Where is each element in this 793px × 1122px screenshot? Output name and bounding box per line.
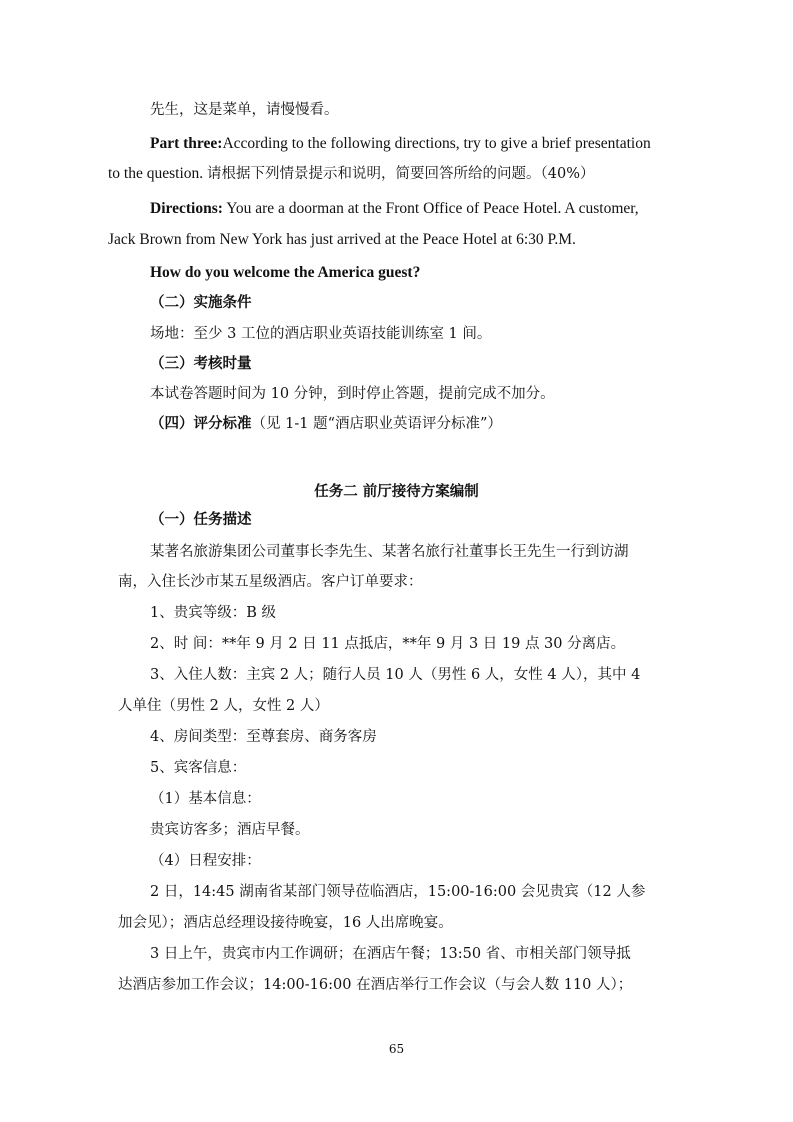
section-line bbox=[150, 414, 502, 434]
sub-heading: （1）基本信息： bbox=[150, 791, 261, 807]
list-item-continuation: 人单住（男性 2 人，女性 2 人） bbox=[118, 698, 329, 714]
paragraph-line: 达酒店参加工作会议；14:00-16:00 在酒店举行工作会议（与会人数 110 人）； bbox=[118, 977, 633, 993]
text-line: 先生，这是菜单，请慢慢看。 bbox=[150, 102, 339, 118]
paragraph-line: 2 日，14:45 湖南省某部门领导莅临酒店，15:00-16:00 会见贵宾（12 人参 bbox=[150, 884, 646, 900]
directions-line bbox=[150, 199, 639, 219]
directions-continuation: Jack Brown from New York has just arrived at the Peace Hotel at 6:30 P.M. bbox=[108, 231, 576, 248]
task-title: 任务二 前厅接待方案编制 bbox=[314, 484, 479, 500]
paragraph-line: 南，入住长沙市某五星级酒店。客户订单要求： bbox=[118, 574, 423, 590]
section-text: 场地：至少 3 工位的酒店职业英语技能训练室 1 间。 bbox=[150, 326, 492, 342]
paragraph-line: 加会见）；酒店总经理设接待晚宴，16 人出席晚宴。 bbox=[118, 915, 453, 931]
part-three-cont-cn: 请根据下列情景提示和说明，简要回答所给的问题。（40%） bbox=[207, 166, 595, 182]
list-item: 5、宾客信息： bbox=[150, 760, 247, 776]
part-three-text: According to the following directions, try to give a brief presentation bbox=[222, 135, 651, 152]
part-three-line bbox=[150, 134, 651, 154]
list-item: 1、贵宾等级：B 级 bbox=[150, 605, 276, 621]
part-three-label: Part three: bbox=[150, 135, 223, 152]
sub-heading: （4）日程安排： bbox=[150, 853, 261, 869]
part-three-cont-en: to the question. bbox=[108, 165, 208, 182]
section-heading: （三）考核时量 bbox=[150, 356, 252, 372]
list-item: 3、入住人数：主宾 2 人；随行人员 10 人（男性 6 人，女性 4 人），其中 4 bbox=[150, 667, 641, 683]
part-three-continuation bbox=[108, 164, 595, 184]
question-line: How do you welcome the America guest? bbox=[150, 264, 421, 281]
paragraph-line: 贵宾访客多；酒店早餐。 bbox=[150, 822, 310, 838]
section-heading: （一）任务描述 bbox=[150, 512, 252, 528]
paragraph-line: 某著名旅游集团公司董事长李先生、某著名旅行社董事长王先生一行到访湖 bbox=[150, 544, 629, 560]
paragraph-line: 3 日上午，贵宾市内工作调研；在酒店午餐；13:50 省、市相关部门领导抵 bbox=[150, 946, 631, 962]
directions-label: Directions: bbox=[150, 200, 223, 217]
section-heading: （四）评分标准 bbox=[150, 416, 252, 432]
page-number: 65 bbox=[388, 1042, 405, 1056]
list-item: 4、房间类型：至尊套房、商务客房 bbox=[150, 729, 377, 745]
section-heading: （二）实施条件 bbox=[150, 295, 252, 311]
section-text: 本试卷答题时间为 10 分钟，到时停止答题，提前完成不加分。 bbox=[150, 386, 555, 402]
section-text: （见 1-1 题“酒店职业英语评分标准”） bbox=[251, 416, 502, 432]
directions-text: You are a doorman at the Front Office of Peace Hotel. A customer, bbox=[222, 200, 639, 217]
list-item: 2、时 间：**年 9 月 2 日 11 点抵店，**年 9 月 3 日 19 点 30 分离店。 bbox=[150, 636, 626, 652]
